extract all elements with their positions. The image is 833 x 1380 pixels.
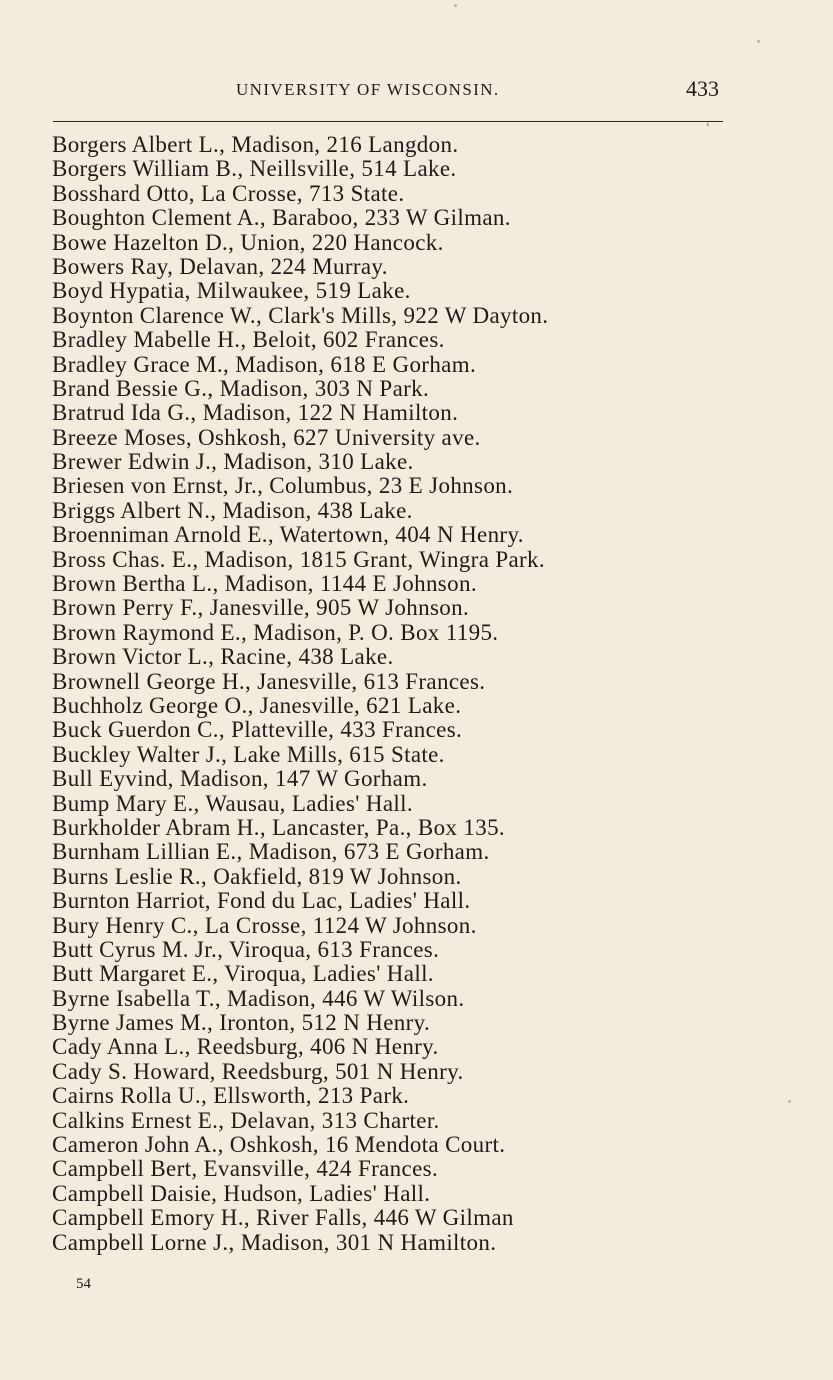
directory-entry: Campbell Daisie, Hudson, Ladies' Hall.	[52, 1180, 431, 1206]
rule-mark: ‹	[706, 118, 710, 130]
directory-entry: Bratrud Ida G., Madison, 122 N Hamilton.	[52, 400, 459, 426]
directory-entry: Cady S. Howard, Reedsburg, 501 N Henry.	[52, 1058, 464, 1084]
directory-entry: Burnham Lillian E., Madison, 673 E Gorham.	[52, 839, 490, 865]
student-directory-list	[52, 133, 548, 1255]
directory-entry: Burkholder Abram H., Lancaster, Pa., Box 135.	[52, 814, 506, 840]
directory-entry: Buck Guerdon C., Platteville, 433 Frances.	[52, 717, 463, 743]
directory-entry: Bowe Hazelton D., Union, 220 Hancock.	[52, 229, 444, 255]
directory-entry: Butt Margaret E., Viroqua, Ladies' Hall.	[52, 961, 434, 987]
directory-entry: Brown Perry F., Janesville, 905 W Johnson.	[52, 595, 470, 621]
directory-entry: Boughton Clement A., Baraboo, 233 W Gilman.	[52, 205, 511, 231]
directory-entry: Campbell Lorne J., Madison, 301 N Hamilton.	[52, 1229, 497, 1255]
directory-entry: Calkins Ernest E., Delavan, 313 Charter.	[52, 1107, 440, 1133]
directory-entry: Brewer Edwin J., Madison, 310 Lake.	[52, 449, 414, 475]
directory-entry: Bross Chas. E., Madison, 1815 Grant, Wingra Park.	[52, 546, 546, 572]
directory-entry: Byrne James M., Ironton, 512 N Henry.	[52, 1010, 431, 1036]
paper-speck	[454, 4, 457, 7]
header-rule	[53, 121, 723, 122]
directory-entry: Bradley Grace M., Madison, 618 E Gorham.	[52, 351, 477, 377]
page-number: 433	[686, 76, 719, 101]
directory-entry: Bradley Mabelle H., Beloit, 602 Frances.	[52, 327, 445, 353]
directory-entry: Bump Mary E., Wausau, Ladies' Hall.	[52, 790, 413, 816]
directory-entry: Broenniman Arnold E., Watertown, 404 N Henry.	[52, 522, 524, 548]
paper-speck	[788, 1100, 791, 1103]
directory-entry: Burnton Harriot, Fond du Lac, Ladies' Hall.	[52, 888, 471, 914]
directory-entry: Brown Bertha L., Madison, 1144 E Johnson.	[52, 571, 477, 597]
directory-entry: Brownell George H., Janesville, 613 Frances.	[52, 668, 486, 694]
directory-entry: Briggs Albert N., Madison, 438 Lake.	[52, 497, 413, 523]
paper-speck	[757, 40, 760, 43]
directory-entry: Boyd Hypatia, Milwaukee, 519 Lake.	[52, 278, 411, 304]
running-head-title: UNIVERSITY OF WISCONSIN.	[236, 80, 500, 99]
directory-entry: Borgers William B., Neillsville, 514 Lake.	[52, 156, 457, 182]
directory-entry: Buckley Walter J., Lake Mills, 615 State.	[52, 741, 445, 767]
directory-entry: Cairns Rolla U., Ellsworth, 213 Park.	[52, 1083, 410, 1109]
directory-entry: Campbell Bert, Evansville, 424 Frances.	[52, 1156, 439, 1182]
directory-entry: Bury Henry C., La Crosse, 1124 W Johnson.	[52, 912, 477, 938]
directory-entry: Cady Anna L., Reedsburg, 406 N Henry.	[52, 1034, 439, 1060]
directory-entry: Breeze Moses, Oshkosh, 627 University ave.	[52, 424, 481, 450]
directory-entry: Brand Bessie G., Madison, 303 N Park.	[52, 375, 430, 401]
directory-entry: Brown Victor L., Racine, 438 Lake.	[52, 644, 394, 670]
directory-entry: Bull Eyvind, Madison, 147 W Gorham.	[52, 766, 428, 792]
signature-mark: 54	[76, 1276, 91, 1292]
directory-entry: Borgers Albert L., Madison, 216 Langdon.	[52, 132, 459, 157]
directory-entry: Butt Cyrus M. Jr., Viroqua, 613 Frances.	[52, 936, 440, 962]
directory-entry: Cameron John A., Oshkosh, 16 Mendota Court.	[52, 1132, 506, 1158]
directory-entry: Byrne Isabella T., Madison, 446 W Wilson.	[52, 985, 465, 1011]
directory-entry: Bowers Ray, Delavan, 224 Murray.	[52, 253, 388, 279]
directory-entry: Burns Leslie R., Oakfield, 819 W Johnson.	[52, 863, 462, 889]
directory-entry: Boynton Clarence W., Clark's Mills, 922 W Dayton.	[52, 302, 549, 328]
directory-entry: Briesen von Ernst, Jr., Columbus, 23 E Johnson.	[52, 473, 514, 499]
directory-entry: Bosshard Otto, La Crosse, 713 State.	[52, 180, 405, 206]
directory-entry: Buchholz George O., Janesville, 621 Lake.	[52, 692, 462, 718]
directory-entry: Brown Raymond E., Madison, P. O. Box 1195.	[52, 619, 499, 645]
directory-entry: Campbell Emory H., River Falls, 446 W Gilman	[52, 1205, 514, 1231]
